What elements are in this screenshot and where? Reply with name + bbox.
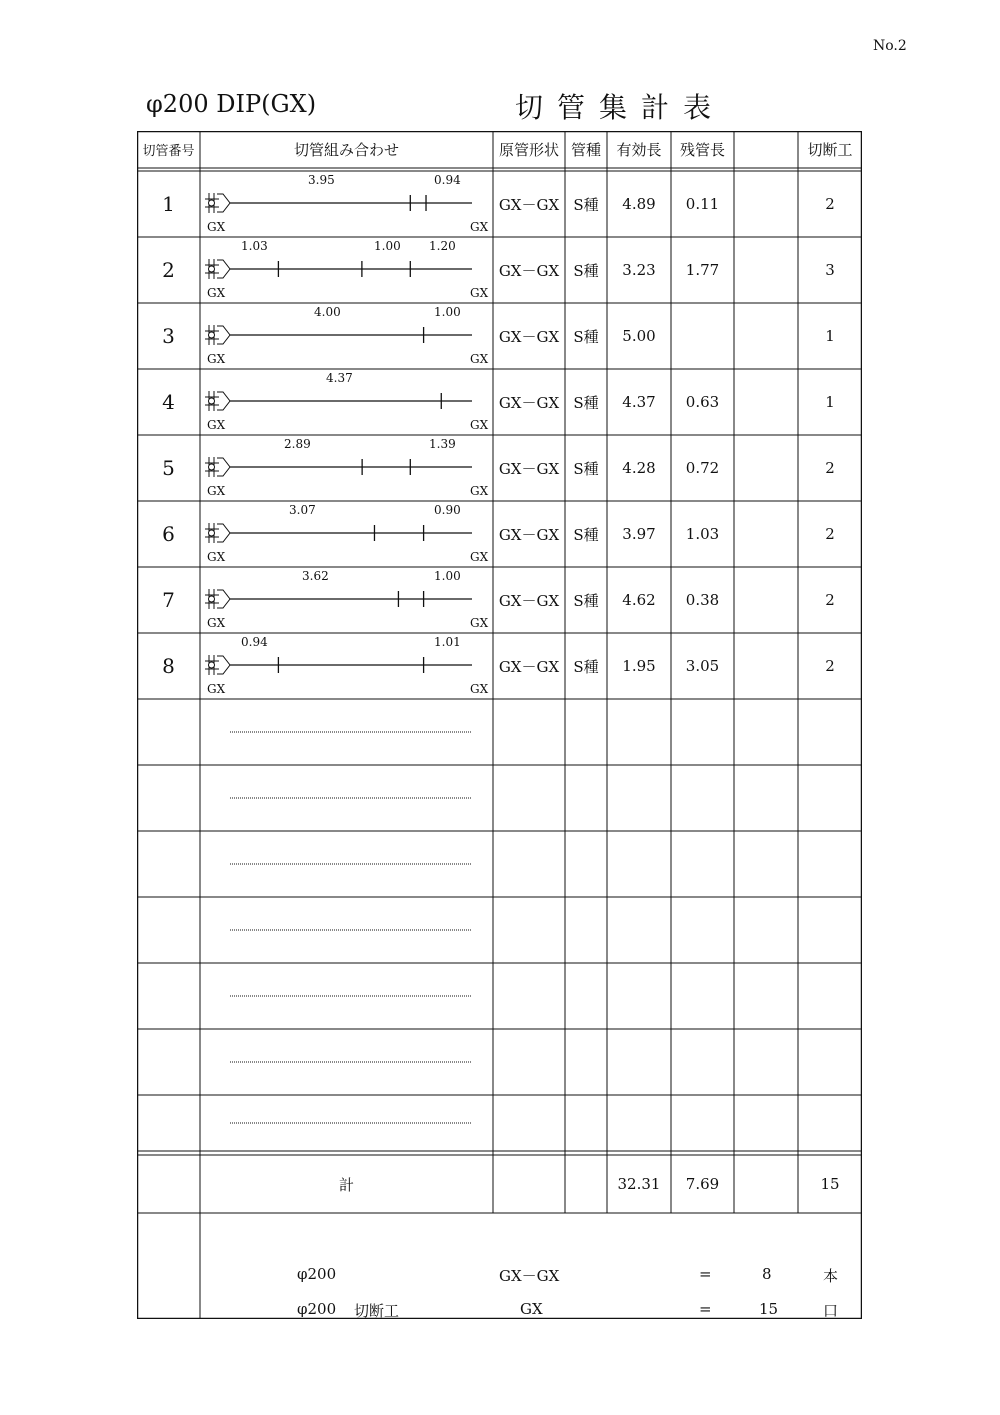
row-kind: S種 <box>573 195 599 214</box>
row-effective: 3.23 <box>622 261 656 279</box>
socket-ring-icon <box>209 332 215 338</box>
row-effective: 3.97 <box>622 525 656 543</box>
row-number: 4 <box>162 390 175 414</box>
piece-length-label: 3.95 <box>308 173 335 187</box>
row-remain: 0.72 <box>685 459 720 477</box>
socket-end-icon <box>217 392 230 410</box>
summary-size: φ200 <box>297 1300 337 1318</box>
end-label-left: GX <box>207 682 226 696</box>
row-number: 3 <box>162 324 175 348</box>
piece-length-label: 3.07 <box>289 503 316 517</box>
row-shape: GX－GX <box>498 195 560 214</box>
row-cuts: 2 <box>825 657 835 675</box>
row-effective: 4.28 <box>622 459 656 477</box>
socket-end-icon <box>217 590 230 608</box>
end-label-right: GX <box>470 220 489 234</box>
piece-length-label: 1.39 <box>429 437 456 451</box>
header-blank <box>734 131 798 168</box>
row-shape: GX－GX <box>498 261 560 280</box>
piece-length-label: 4.00 <box>314 305 341 319</box>
row-number: 2 <box>162 258 175 282</box>
row-remain: 1.77 <box>685 261 720 279</box>
header-effective: 有効長 <box>616 141 662 159</box>
row-shape: GX－GX <box>498 657 560 676</box>
document-title: φ200 DIP(GX) <box>146 90 317 118</box>
summary-type: GX－GX <box>499 1267 560 1285</box>
socket-end-icon <box>217 194 230 212</box>
row-effective: 1.95 <box>622 657 656 675</box>
row-shape: GX－GX <box>498 459 560 478</box>
row-kind: S種 <box>573 261 599 280</box>
piece-length-label: 1.00 <box>374 239 401 253</box>
row-remain: 3.05 <box>685 657 720 675</box>
summary-type: GX <box>520 1300 543 1318</box>
row-effective: 4.89 <box>622 195 656 213</box>
piece-length-label: 3.62 <box>302 569 329 583</box>
end-label-right: GX <box>470 484 489 498</box>
socket-ring-icon <box>209 200 215 206</box>
summary-eq: = <box>699 1300 712 1318</box>
socket-ring-icon <box>209 662 215 668</box>
summary-qty: 8 <box>762 1265 772 1283</box>
socket-end-icon <box>217 260 230 278</box>
row-shape: GX－GX <box>498 591 560 610</box>
piece-length-label: 2.89 <box>284 437 311 451</box>
end-label-right: GX <box>470 682 489 696</box>
row-cuts: 2 <box>825 591 835 609</box>
piece-length-label: 0.90 <box>434 503 461 517</box>
row-remain <box>671 303 734 369</box>
summary-desc: 切断工 <box>354 1302 400 1320</box>
page-number: No.2 <box>873 38 907 54</box>
row-number: 8 <box>162 654 175 678</box>
end-label-left: GX <box>207 418 226 432</box>
socket-end-icon <box>217 326 230 344</box>
piece-length-label: 1.00 <box>434 569 461 583</box>
end-label-left: GX <box>207 352 226 366</box>
piece-length-label: 0.94 <box>241 635 268 649</box>
cut-pipe-table <box>137 131 862 1319</box>
header-shape: 原管形状 <box>498 141 559 159</box>
piece-length-label: 1.03 <box>241 239 268 253</box>
socket-end-icon <box>217 656 230 674</box>
piece-length-label: 1.01 <box>434 635 461 649</box>
row-kind: S種 <box>573 327 599 346</box>
total-effective: 32.31 <box>617 1175 661 1193</box>
end-label-left: GX <box>207 286 226 300</box>
socket-ring-icon <box>209 266 215 272</box>
socket-ring-icon <box>209 398 215 404</box>
end-label-left: GX <box>207 616 226 630</box>
summary-qty: 15 <box>759 1300 779 1318</box>
socket-ring-icon <box>209 596 215 602</box>
header-combination: 切管組み合わせ <box>293 141 399 159</box>
row-cuts: 2 <box>825 195 835 213</box>
row-effective: 4.62 <box>622 591 656 609</box>
row-cuts: 1 <box>825 393 835 411</box>
socket-end-icon <box>217 524 230 542</box>
end-label-right: GX <box>470 550 489 564</box>
row-shape: GX－GX <box>498 525 560 544</box>
header-kind: 管種 <box>570 141 601 159</box>
row-number: 7 <box>162 588 175 612</box>
row-number: 1 <box>162 192 175 216</box>
piece-length-label: 1.00 <box>434 305 461 319</box>
end-label-left: GX <box>207 550 226 564</box>
summary-unit: 口 <box>823 1302 839 1320</box>
row-kind: S種 <box>573 591 599 610</box>
total-cuts: 15 <box>820 1175 840 1193</box>
end-label-right: GX <box>470 286 489 300</box>
piece-length-label: 4.37 <box>326 371 353 385</box>
summary-size: φ200 <box>297 1265 337 1283</box>
row-effective: 5.00 <box>622 327 656 345</box>
total-label: 計 <box>338 1175 354 1194</box>
summary-unit: 本 <box>823 1267 839 1285</box>
socket-ring-icon <box>209 530 215 536</box>
end-label-left: GX <box>207 220 226 234</box>
piece-length-label: 1.20 <box>429 239 456 253</box>
row-effective: 4.37 <box>622 393 656 411</box>
row-remain: 0.38 <box>685 591 720 609</box>
end-label-right: GX <box>470 418 489 432</box>
row-shape: GX－GX <box>498 393 560 412</box>
row-remain: 0.11 <box>685 195 720 213</box>
end-label-right: GX <box>470 616 489 630</box>
summary-eq: = <box>699 1265 712 1283</box>
row-cuts: 2 <box>825 525 835 543</box>
row-kind: S種 <box>573 657 599 676</box>
row-shape: GX－GX <box>498 327 560 346</box>
socket-end-icon <box>217 458 230 476</box>
socket-ring-icon <box>209 464 215 470</box>
end-label-left: GX <box>207 484 226 498</box>
row-cuts: 3 <box>825 261 835 279</box>
header-remain: 残管長 <box>679 141 725 159</box>
total-remain: 7.69 <box>685 1175 720 1193</box>
row-cuts: 2 <box>825 459 835 477</box>
header-no: 切管番号 <box>142 144 195 159</box>
row-remain: 0.63 <box>685 393 720 411</box>
header-cuts: 切断工 <box>807 141 853 159</box>
row-remain: 1.03 <box>685 525 720 543</box>
document-heading: 切管集計表 <box>515 91 726 124</box>
row-kind: S種 <box>573 459 599 478</box>
row-number: 5 <box>162 456 175 480</box>
piece-length-label: 0.94 <box>434 173 461 187</box>
row-kind: S種 <box>573 525 599 544</box>
row-number: 6 <box>162 522 175 546</box>
row-cuts: 1 <box>825 327 835 345</box>
row-kind: S種 <box>573 393 599 412</box>
end-label-right: GX <box>470 352 489 366</box>
